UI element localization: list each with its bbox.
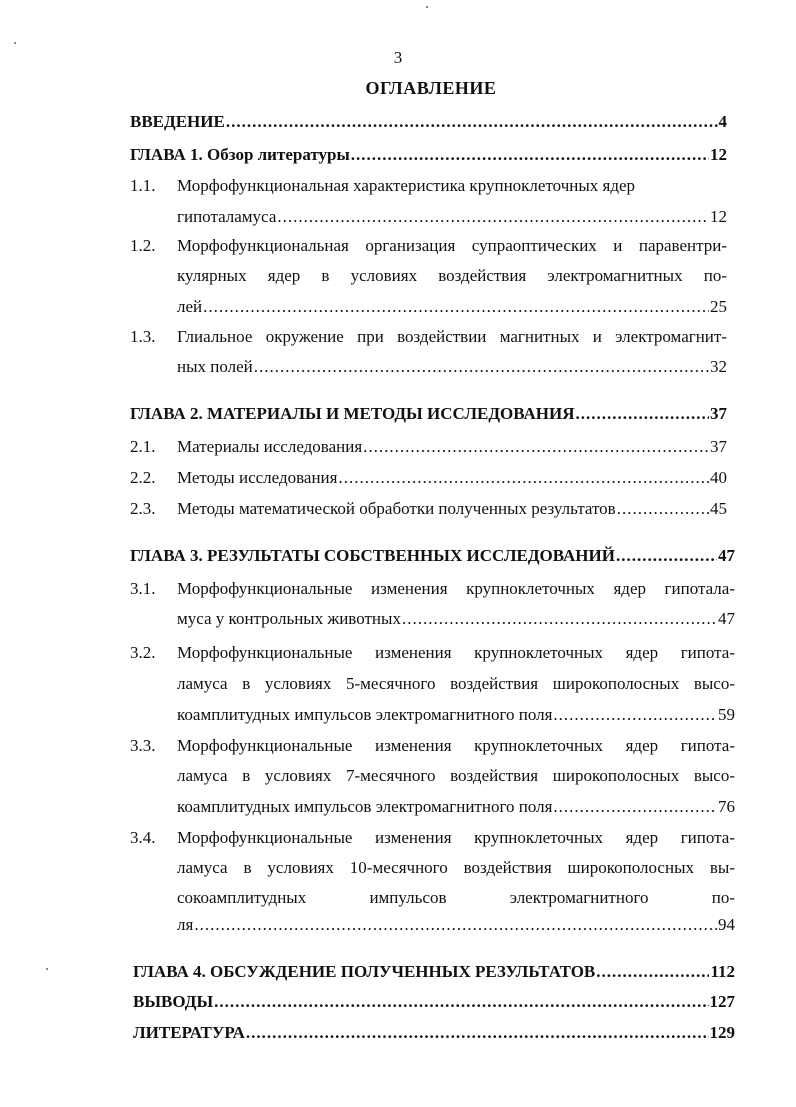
toc-entry-page: 37 [710,404,727,423]
toc-entry-conclusions [133,991,735,1013]
toc-entry-label: коамплитудных импульсов электромагнитного поля [177,797,553,816]
leader-dots [617,498,709,520]
toc-entry-2-1 [177,436,727,458]
section-text-line: Морфофункциональная организация супраоптических и паравентри- [177,236,727,255]
section-text-line: Морфофункциональные изменения крупноклеточных ядер гипота- [177,828,735,847]
toc-entry-page: 112 [710,962,735,981]
scan-speck [14,42,16,44]
toc-entry-page: 127 [709,992,735,1011]
leader-dots [363,436,709,458]
toc-entry-chapter1 [130,144,727,166]
toc-entry-page: 4 [718,112,727,131]
toc-entry-page: 94 [718,915,735,934]
toc-entry-2-2 [177,467,727,489]
toc-entry-page: 129 [709,1023,735,1042]
leader-dots [254,356,709,378]
toc-entry-3-1 [177,608,735,630]
section-number: 3.1. [130,579,156,598]
toc-entry-page: 37 [710,437,727,456]
leader-dots [338,467,709,489]
leader-dots [214,991,708,1013]
section-number: 1.1. [130,176,156,195]
section-text-line: ламуса в условиях 10-месячного воздействия широкополосных вы- [177,858,735,877]
section-number: 3.4. [130,828,156,847]
toc-entry-1-2 [177,296,727,318]
toc-entry-label: лей [177,297,203,316]
leader-dots [596,961,709,983]
toc-entry-3-3 [177,796,735,818]
leader-dots [553,796,717,818]
section-text-line: ламуса в условиях 7-месячного воздействия широкополосных высо- [177,766,735,785]
toc-entry-intro [130,111,727,133]
toc-entry-3-4 [177,914,735,936]
toc-entry-page: 25 [710,297,727,316]
toc-entry-label: Материалы исследования [177,437,363,456]
section-text-line: ламуса в условиях 5-месячного воздействия широкополосных высо- [177,674,735,693]
toc-entry-label: ГЛАВА 3. РЕЗУЛЬТАТЫ СОБСТВЕННЫХ ИССЛЕДОВАНИЙ [130,546,615,565]
section-text-line: Морфофункциональные изменения крупноклеточных ядер гипота- [177,736,735,755]
toc-entry-page: 45 [710,499,727,518]
page-number: 3 [393,48,403,67]
section-number: 3.3. [130,736,156,755]
section-text-line: кулярных ядер в условиях воздействия электромагнитных по- [177,266,727,285]
section-number: 1.2. [130,236,156,255]
toc-entry-page: 40 [710,468,727,487]
toc-entry-label: Методы исследования [177,468,338,487]
toc-entry-3-2 [177,704,735,726]
section-text-line: Морфофункциональные изменения крупноклеточных ядер гипотала- [177,579,735,598]
toc-entry-label: ВВЕДЕНИЕ [130,112,225,131]
section-number: 2.2. [130,468,156,487]
toc-entry-label: ГЛАВА 2. МАТЕРИАЛЫ И МЕТОДЫ ИССЛЕДОВАНИЯ [130,404,575,423]
scan-speck [426,6,428,8]
toc-entry-label: муса у контрольных животных [177,609,401,628]
toc-entry-page: 32 [710,357,727,376]
toc-entry-chapter4 [133,961,735,983]
toc-entry-page: 59 [718,705,735,724]
section-number: 2.3. [130,499,156,518]
toc-entry-label: ных полей [177,357,253,376]
section-number: 1.3. [130,327,156,346]
toc-entry-page: 12 [710,145,727,164]
toc-entry-page: 47 [718,609,735,628]
leader-dots [616,545,717,567]
toc-entry-2-3 [177,498,727,520]
leader-dots [402,608,717,630]
leader-dots [351,144,709,166]
leader-dots [553,704,717,726]
section-text-line: сокоамплитудных импульсов электромагнитного по- [177,888,735,907]
section-text-line: Глиальное окружение при воздействии магнитных и электромагнит- [177,327,727,346]
toc-entry-page: 47 [718,546,735,565]
toc-entry-chapter3 [130,545,735,567]
toc-entry-literature [133,1022,735,1044]
section-text-line: Морфофункциональные изменения крупноклеточных ядер гипота- [177,643,735,662]
section-text-line: Морфофункциональная характеристика крупноклеточных ядер [177,176,636,195]
toc-entry-1-1 [177,206,727,228]
toc-entry-label: ВЫВОДЫ [133,992,214,1011]
leader-dots [576,403,709,425]
leader-dots [226,111,718,133]
leader-dots [203,296,709,318]
toc-entry-page: 12 [710,207,727,226]
section-number: 3.2. [130,643,156,662]
section-number: 2.1. [130,437,156,456]
toc-entry-label: ЛИТЕРАТУРА [133,1023,245,1042]
scan-speck [46,968,48,970]
toc-entry-label: гипоталамуса [177,207,277,226]
leader-dots [246,1022,709,1044]
toc-entry-label: ГЛАВА 4. ОБСУЖДЕНИЕ ПОЛУЧЕННЫХ РЕЗУЛЬТАТОВ [133,962,596,981]
leader-dots [277,206,709,228]
leader-dots [194,914,717,936]
toc-entry-label: ГЛАВА 1. Обзор литературы [130,145,350,164]
toc-entry-label: Методы математической обработки полученных результатов [177,499,616,518]
toc-entry-label: коамплитудных импульсов электромагнитного поля [177,705,553,724]
toc-entry-chapter2 [130,403,727,425]
toc-title: ОГЛАВЛЕНИЕ [365,78,497,98]
toc-entry-page: 76 [718,797,735,816]
toc-entry-label: ля [177,915,194,934]
toc-entry-1-3 [177,356,727,378]
